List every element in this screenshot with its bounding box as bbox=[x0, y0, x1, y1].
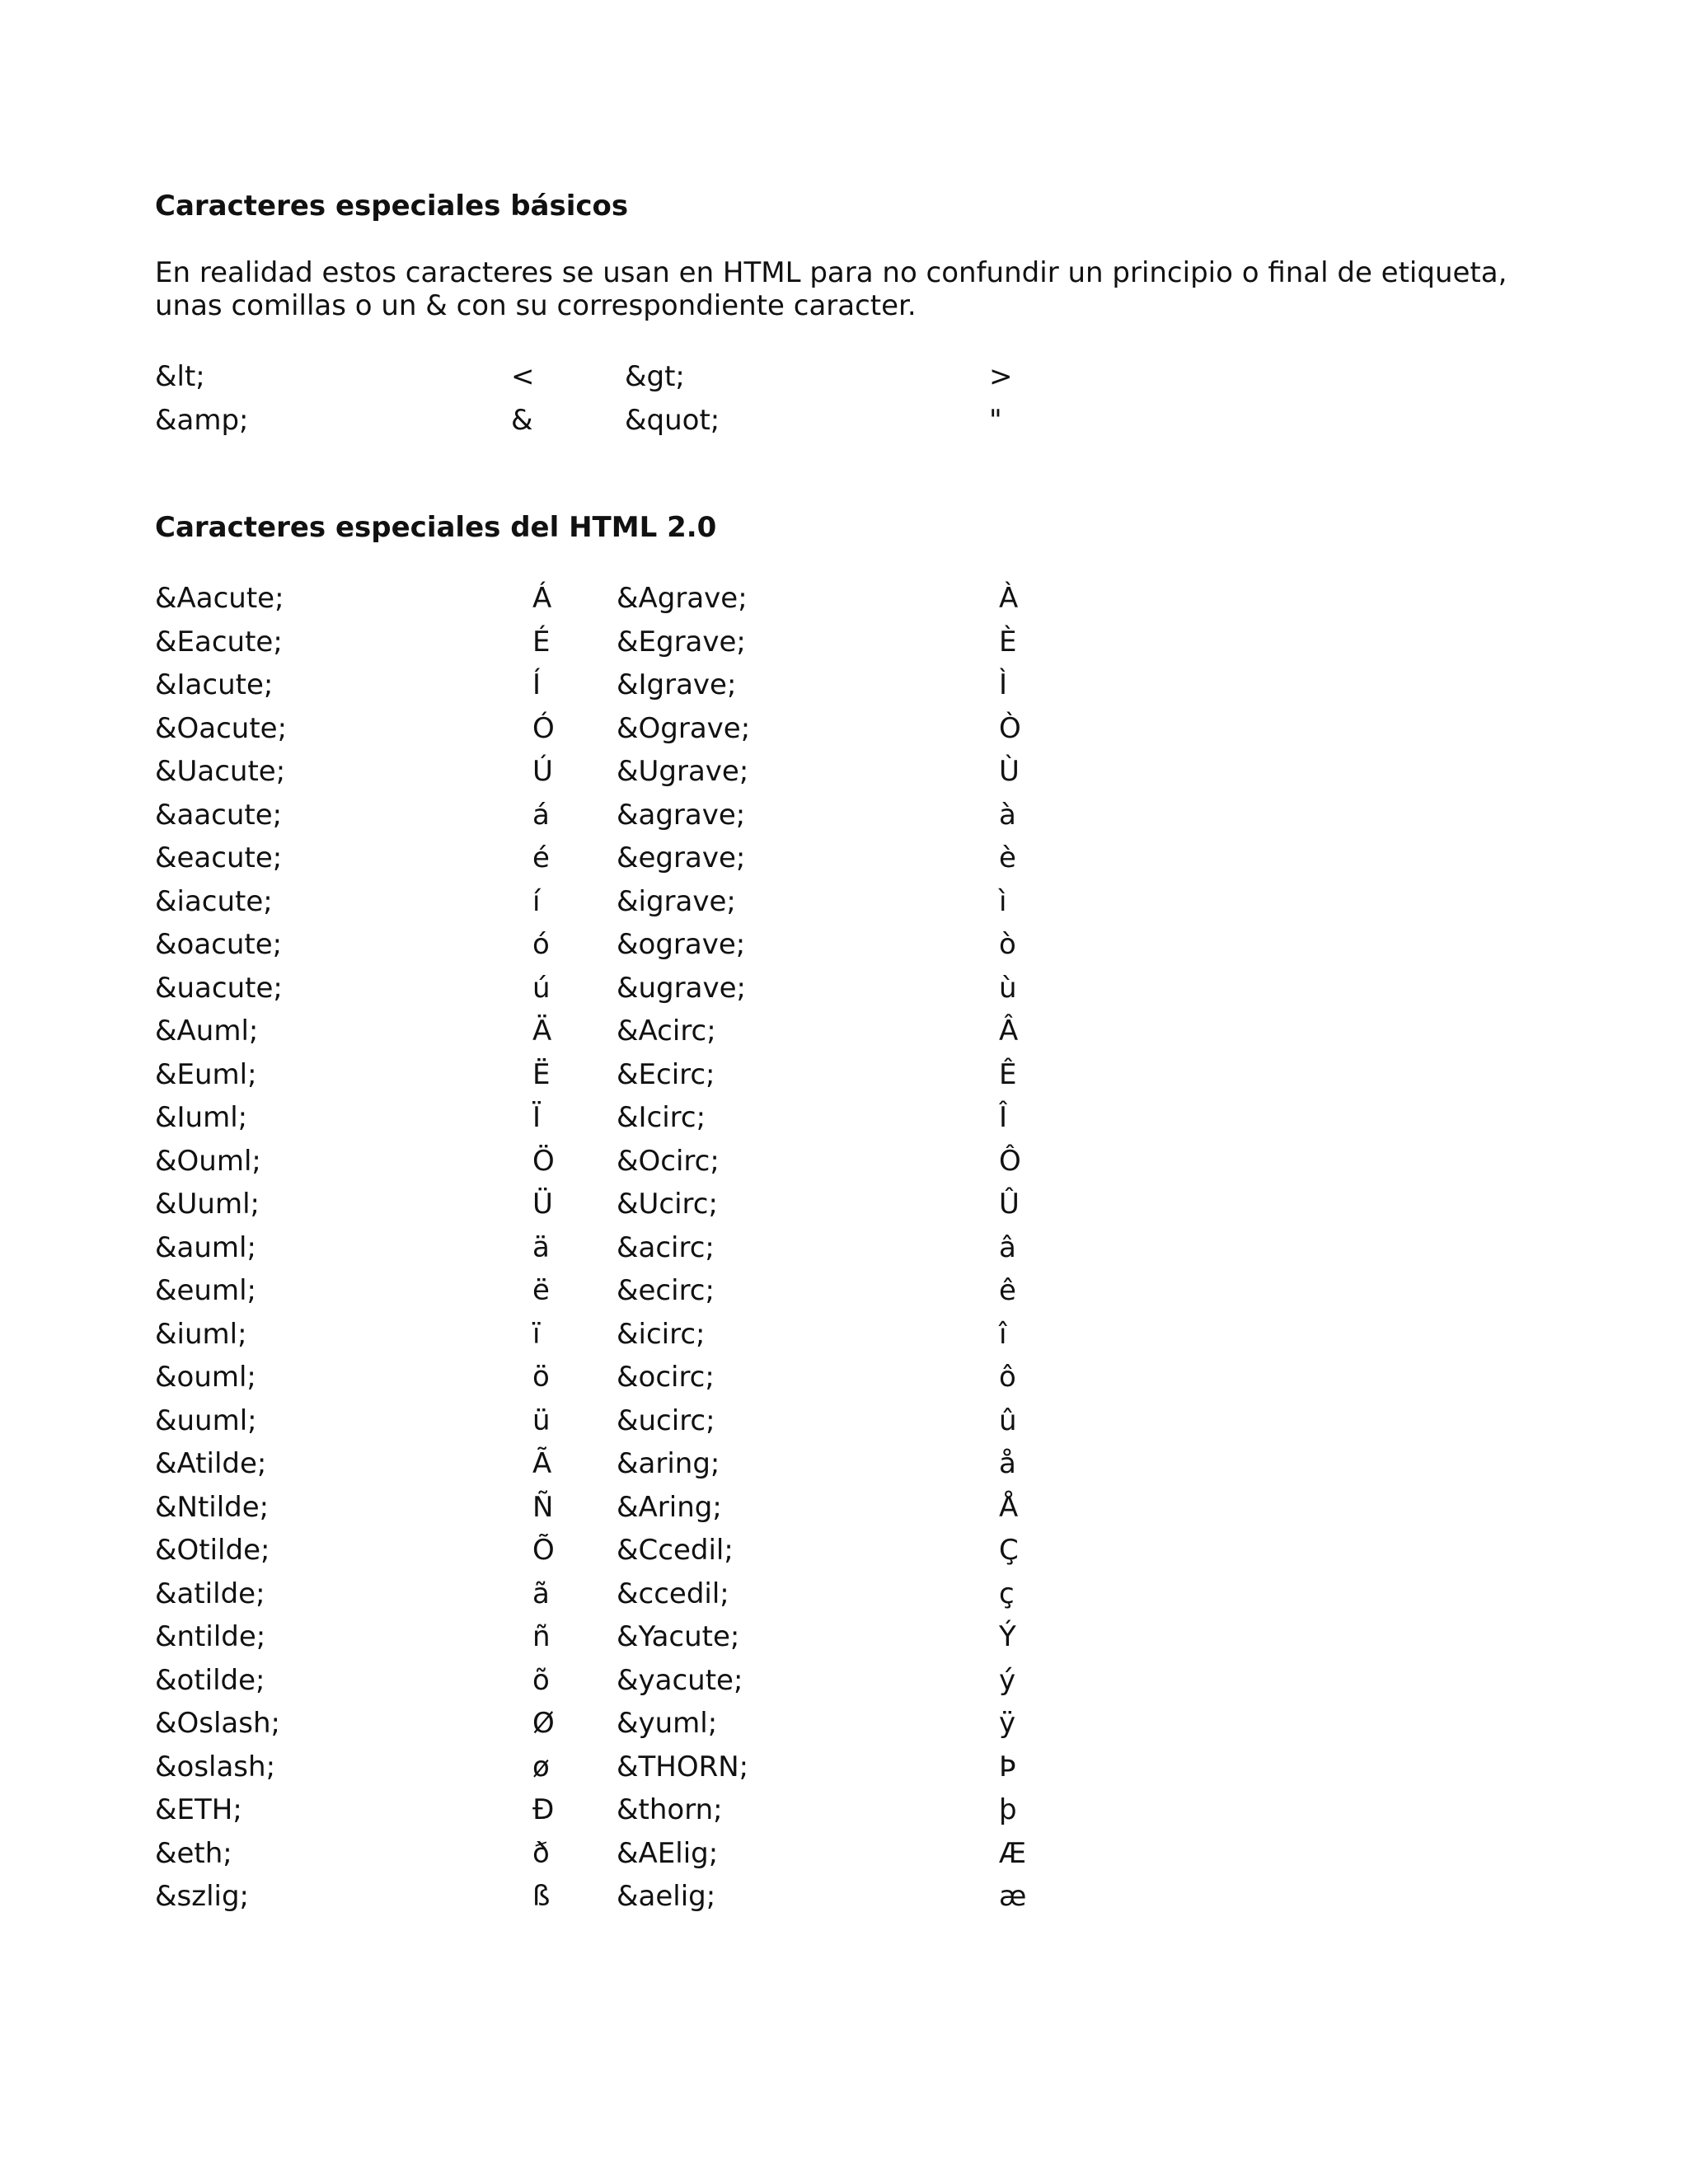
entity-code: &Iacute; bbox=[155, 668, 274, 701]
entity-char: Ì bbox=[999, 668, 1008, 701]
entity-char: Î bbox=[999, 1101, 1008, 1134]
entity-char: Ú bbox=[532, 755, 553, 788]
entity-code: &Ccedil; bbox=[617, 1534, 734, 1567]
intro-line: unas comillas o un & con su correspondiente caracter. bbox=[155, 289, 917, 322]
entity-char: " bbox=[989, 403, 1002, 437]
entity-code: &Uacute; bbox=[155, 755, 286, 788]
entity-char: À bbox=[999, 582, 1019, 615]
entity-char: Å bbox=[999, 1490, 1019, 1524]
entity-code: &yacute; bbox=[617, 1663, 743, 1697]
entity-code: &Aring; bbox=[617, 1490, 722, 1524]
entity-code: &atilde; bbox=[155, 1577, 265, 1610]
entity-code: &igrave; bbox=[617, 884, 736, 918]
entity-char: ï bbox=[532, 1317, 541, 1351]
entity-code: &Ocirc; bbox=[617, 1144, 720, 1178]
entity-code: &ecirc; bbox=[617, 1274, 715, 1307]
entity-char: î bbox=[999, 1317, 1007, 1351]
entity-char: ò bbox=[999, 928, 1016, 961]
entity-char: Ý bbox=[999, 1620, 1016, 1653]
entity-char: Á bbox=[532, 582, 552, 615]
entity-code: &Icirc; bbox=[617, 1101, 706, 1134]
entity-code: &Ugrave; bbox=[617, 755, 749, 788]
entity-char: Þ bbox=[999, 1750, 1016, 1783]
entity-code: &oacute; bbox=[155, 928, 283, 961]
entity-code: &Aacute; bbox=[155, 582, 284, 615]
entity-code: &gt; bbox=[625, 360, 685, 393]
entity-char: â bbox=[999, 1230, 1016, 1264]
entity-code: &Igrave; bbox=[617, 668, 737, 701]
entity-code: &THORN; bbox=[617, 1750, 749, 1783]
entity-char: ù bbox=[999, 971, 1017, 1005]
entity-char: Ò bbox=[999, 711, 1021, 745]
entity-code: &thorn; bbox=[617, 1793, 723, 1826]
entity-code: &eacute; bbox=[155, 841, 283, 874]
entity-code: &quot; bbox=[625, 403, 720, 437]
entity-char: Æ bbox=[999, 1836, 1027, 1870]
entity-code: &ograve; bbox=[617, 928, 746, 961]
entity-code: &euml; bbox=[155, 1274, 257, 1307]
entity-char: Ä bbox=[532, 1015, 552, 1047]
entity-code: &egrave; bbox=[617, 841, 746, 874]
entity-code: &szlig; bbox=[155, 1880, 250, 1913]
entity-char: É bbox=[532, 625, 551, 658]
section-title-basic: Caracteres especiales básicos bbox=[155, 190, 629, 223]
entity-code: &yuml; bbox=[617, 1707, 718, 1740]
entity-char: í bbox=[532, 884, 541, 918]
entity-char: < bbox=[511, 360, 535, 393]
entity-char: ç bbox=[999, 1577, 1015, 1610]
entity-char: È bbox=[999, 625, 1017, 658]
entity-code: &icirc; bbox=[617, 1317, 706, 1351]
entity-code: &Uuml; bbox=[155, 1188, 260, 1221]
entity-code: &Ucirc; bbox=[617, 1188, 718, 1221]
entity-code: &Otilde; bbox=[155, 1534, 270, 1567]
entity-char: Ü bbox=[532, 1188, 553, 1221]
entity-char: æ bbox=[999, 1880, 1027, 1913]
entity-char: Õ bbox=[532, 1534, 555, 1567]
entity-code: &AElig; bbox=[617, 1836, 719, 1870]
entity-code: &aacute; bbox=[155, 798, 283, 832]
entity-code: &acirc; bbox=[617, 1230, 715, 1264]
entity-code: &Egrave; bbox=[617, 625, 746, 658]
entity-char: Ö bbox=[532, 1144, 555, 1178]
entity-code: &Eacute; bbox=[155, 625, 283, 658]
entity-char: Ó bbox=[532, 711, 555, 745]
entity-char: Â bbox=[999, 1015, 1019, 1047]
entity-code: &iacute; bbox=[155, 884, 273, 918]
entity-code: &uuml; bbox=[155, 1404, 257, 1437]
entity-char: ã bbox=[532, 1577, 550, 1610]
entity-char: Û bbox=[999, 1188, 1020, 1221]
entity-char: ø bbox=[532, 1750, 550, 1783]
entity-code: &Ntilde; bbox=[155, 1490, 270, 1524]
entity-char: ö bbox=[532, 1361, 550, 1394]
entity-char: Ô bbox=[999, 1144, 1021, 1178]
entity-char: ð bbox=[532, 1836, 550, 1870]
entity-code: &otilde; bbox=[155, 1663, 265, 1697]
entity-code: &Euml; bbox=[155, 1057, 257, 1091]
entity-code: &Oacute; bbox=[155, 711, 288, 745]
entity-char: õ bbox=[532, 1663, 550, 1697]
entity-char: ü bbox=[532, 1404, 551, 1437]
entity-code: &lt; bbox=[155, 360, 205, 393]
entity-char: à bbox=[999, 798, 1016, 832]
entity-code: &Oslash; bbox=[155, 1707, 280, 1740]
entity-char: Ê bbox=[999, 1057, 1017, 1091]
entity-char: Ë bbox=[532, 1057, 551, 1091]
entity-char: å bbox=[999, 1447, 1016, 1480]
intro-paragraph bbox=[155, 256, 1540, 322]
entity-char: Ù bbox=[999, 755, 1020, 788]
entity-code: &amp; bbox=[155, 403, 249, 437]
entity-char: Ø bbox=[532, 1707, 555, 1740]
entity-char: ê bbox=[999, 1274, 1016, 1307]
entity-char: è bbox=[999, 841, 1016, 874]
entity-char: ß bbox=[532, 1880, 551, 1913]
entity-code: &Iuml; bbox=[155, 1101, 248, 1134]
entity-char: ì bbox=[999, 884, 1007, 918]
entity-char: Ã bbox=[532, 1447, 552, 1480]
entity-char: Ï bbox=[532, 1101, 542, 1134]
entity-char: ë bbox=[532, 1274, 550, 1307]
entity-char: ñ bbox=[532, 1620, 551, 1653]
entity-code: &Atilde; bbox=[155, 1447, 267, 1480]
entity-code: &Agrave; bbox=[617, 582, 748, 615]
entity-code: &Ecirc; bbox=[617, 1057, 715, 1091]
entity-code: &uacute; bbox=[155, 971, 283, 1005]
entity-char: ÿ bbox=[999, 1707, 1016, 1740]
entity-char: Ç bbox=[999, 1534, 1019, 1567]
entity-code: &Ouml; bbox=[155, 1144, 261, 1178]
entity-char: & bbox=[511, 403, 533, 437]
entity-char: Ð bbox=[532, 1793, 555, 1826]
entity-code: &Auml; bbox=[155, 1015, 259, 1047]
entity-code: &Ograve; bbox=[617, 711, 751, 745]
entity-code: &ouml; bbox=[155, 1361, 256, 1394]
entity-code: &ugrave; bbox=[617, 971, 746, 1005]
entity-code: &ccedil; bbox=[617, 1577, 729, 1610]
entity-code: &ocirc; bbox=[617, 1361, 715, 1394]
entity-code: &aelig; bbox=[617, 1880, 716, 1913]
entity-code: &iuml; bbox=[155, 1317, 247, 1351]
entity-code: &Yacute; bbox=[617, 1620, 740, 1653]
entity-code: &eth; bbox=[155, 1836, 232, 1870]
section-title-html2: Caracteres especiales del HTML 2.0 bbox=[155, 511, 717, 544]
entity-char: þ bbox=[999, 1793, 1017, 1826]
entity-char: û bbox=[999, 1404, 1017, 1437]
entity-code: &ucirc; bbox=[617, 1404, 715, 1437]
entity-code: &Acirc; bbox=[617, 1015, 716, 1047]
entity-char: > bbox=[989, 360, 1013, 393]
entity-char: ú bbox=[532, 971, 551, 1005]
entity-char: ô bbox=[999, 1361, 1016, 1394]
entity-char: ý bbox=[999, 1663, 1016, 1697]
entity-char: á bbox=[532, 798, 550, 832]
entity-code: &ETH; bbox=[155, 1793, 242, 1826]
entity-char: Ñ bbox=[532, 1490, 554, 1524]
entity-code: &ntilde; bbox=[155, 1620, 266, 1653]
intro-line: En realidad estos caracteres se usan en HTML para no confundir un principio o final de etiqueta, bbox=[155, 256, 1507, 289]
entity-code: &agrave; bbox=[617, 798, 746, 832]
entity-code: &oslash; bbox=[155, 1750, 276, 1783]
entity-char: ó bbox=[532, 928, 550, 961]
entity-char: é bbox=[532, 841, 550, 874]
entity-code: &aring; bbox=[617, 1447, 720, 1480]
entity-code: &auml; bbox=[155, 1230, 256, 1264]
entity-char: Í bbox=[532, 668, 542, 701]
entity-char: ä bbox=[532, 1230, 550, 1264]
